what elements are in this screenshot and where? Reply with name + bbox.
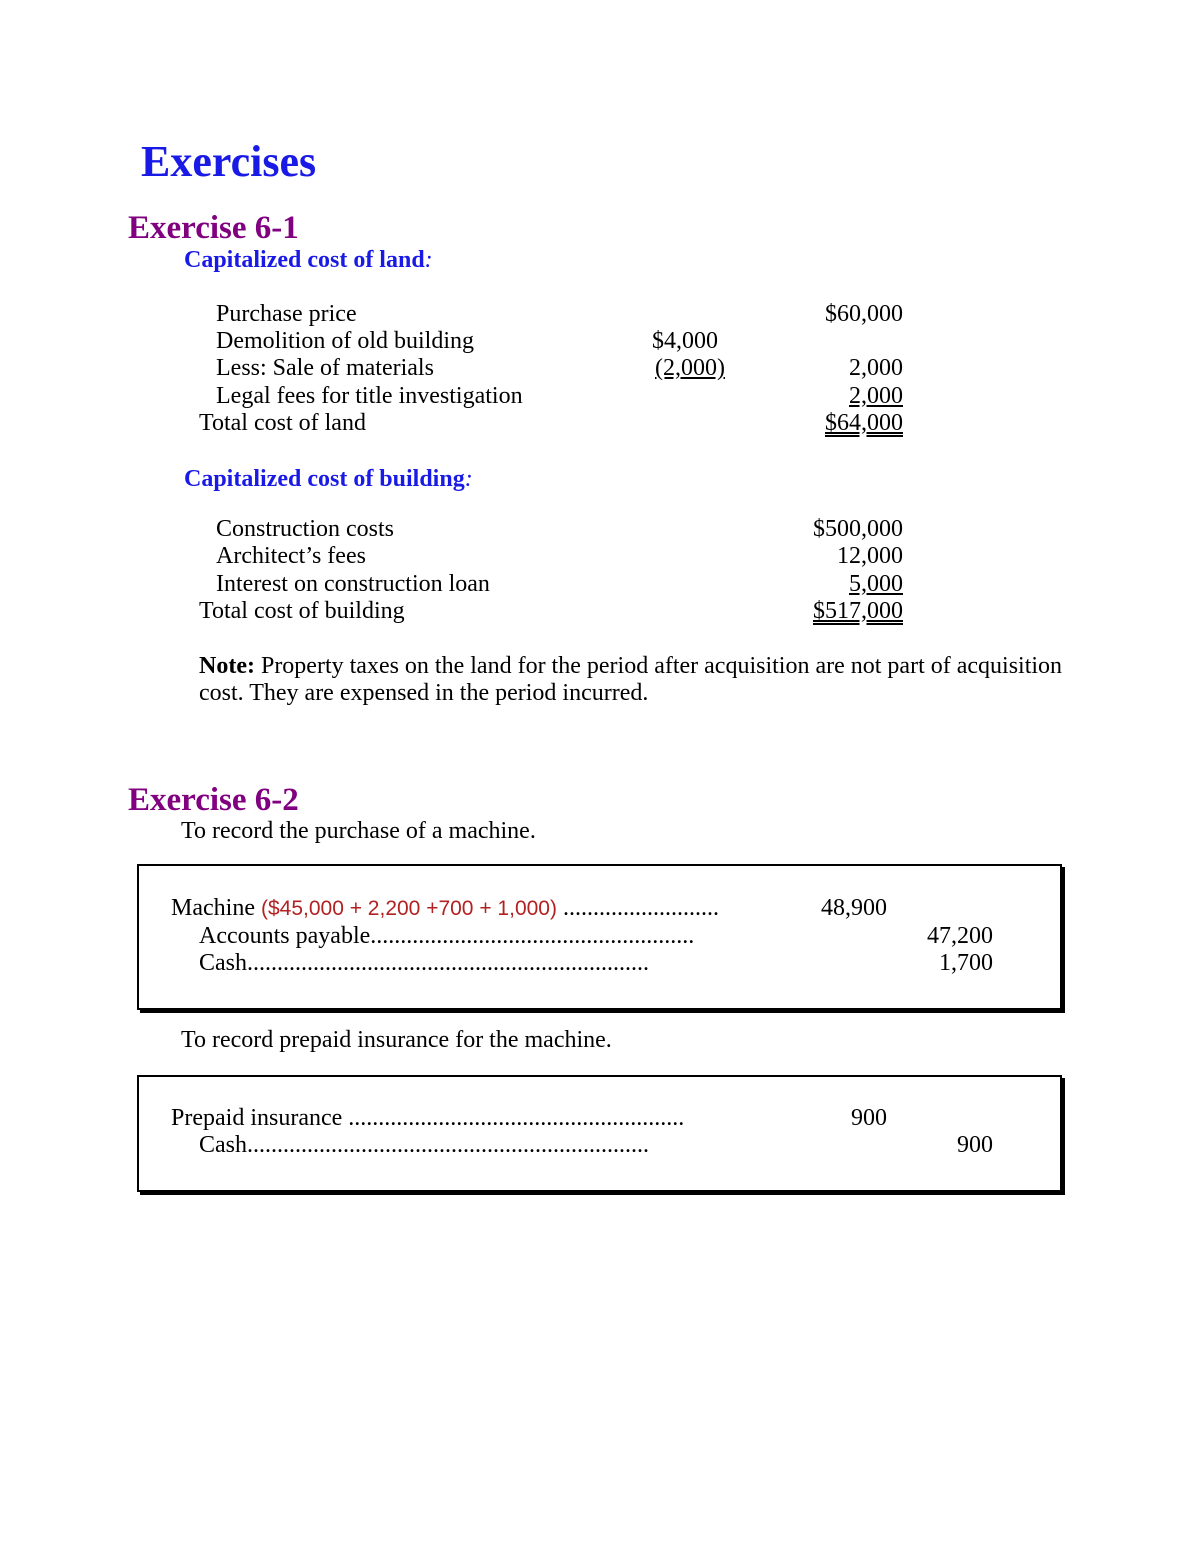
building-row-label: Interest on construction loan: [216, 571, 490, 597]
credit-account: Cash: [199, 1132, 247, 1158]
credit-amount: 47,200: [927, 923, 993, 949]
land-section-label: [184, 245, 433, 275]
land-row-label: Demolition of old building: [216, 328, 474, 354]
journal-entry-box: [137, 864, 1062, 1010]
credit-amount: 1,700: [939, 950, 993, 976]
building-row-value-text: 5,000: [849, 571, 903, 597]
land-row-subamount: (2,000): [655, 355, 725, 381]
building-row-label: Architect’s fees: [216, 543, 366, 569]
land-total-label: Total cost of land: [199, 410, 366, 436]
page-title: Exercises: [141, 137, 317, 186]
entry2-caption: To record prepaid insurance for the machine.: [181, 1027, 612, 1053]
building-row-value: $500,000: [813, 516, 903, 542]
journal-credit-line: [199, 950, 649, 977]
journal-credit-line: [199, 1132, 649, 1159]
land-total-amount: $64,000: [825, 410, 903, 436]
debit-account: Machine: [171, 895, 255, 921]
building-section-label-text: Capitalized cost of building: [184, 466, 465, 492]
dot-leader: ...................................................................: [247, 950, 649, 976]
entry1-caption: To record the purchase of a machine.: [181, 818, 536, 844]
credit-amount: 900: [957, 1132, 993, 1158]
building-total-value: [760, 598, 903, 625]
credit-account: Accounts payable: [199, 923, 371, 949]
land-section-colon: :: [424, 247, 433, 273]
debit-account: Prepaid insurance: [171, 1105, 343, 1131]
land-row-total: $60,000: [825, 301, 903, 327]
journal-credit-line: [199, 923, 694, 950]
land-section-label-text: Capitalized cost of land: [184, 247, 425, 273]
credit-account: Cash: [199, 950, 247, 976]
debit-amount: 48,900: [821, 895, 887, 921]
journal-debit-line: [171, 1105, 684, 1132]
journal-debit-line: [171, 895, 719, 922]
building-section-label: [184, 464, 473, 494]
building-total-label: Total cost of building: [199, 598, 405, 624]
building-section-colon: :: [464, 466, 473, 492]
exercise-6-1-heading: Exercise 6-1: [128, 210, 299, 246]
cost-formula: ($45,000 + 2,200 +700 + 1,000): [260, 897, 557, 920]
land-row-label: Purchase price: [216, 301, 357, 327]
dot-leader: ..........................: [556, 895, 719, 921]
exercise-6-2-heading: Exercise 6-2: [128, 782, 299, 818]
building-row-label: Construction costs: [216, 516, 394, 542]
land-row-total: 2,000: [849, 355, 903, 381]
land-row-subamount: $4,000: [652, 328, 718, 354]
land-row-label: Less: Sale of materials: [216, 355, 434, 381]
land-row-label: Legal fees for title investigation: [216, 383, 523, 409]
journal-entry-box: [137, 1075, 1062, 1192]
debit-amount: 900: [851, 1105, 887, 1131]
building-row-value: 12,000: [837, 543, 903, 569]
note-text: Property taxes on the land for the period after acquisition are not part of acquisition cost. They are expensed in the period incurred.: [199, 653, 1063, 706]
land-row-total-value: 2,000: [849, 383, 903, 409]
note-paragraph: [199, 653, 1079, 707]
land-row-total: [760, 383, 903, 410]
dot-leader: ...................................................................: [247, 1132, 649, 1158]
dot-leader: ......................................................: [370, 923, 695, 949]
land-total-value: [760, 410, 903, 437]
building-total-amount: $517,000: [813, 598, 903, 624]
dot-leader: ........................................................: [342, 1105, 685, 1131]
building-row-value: [760, 571, 903, 598]
note-label: Note:: [199, 653, 255, 679]
